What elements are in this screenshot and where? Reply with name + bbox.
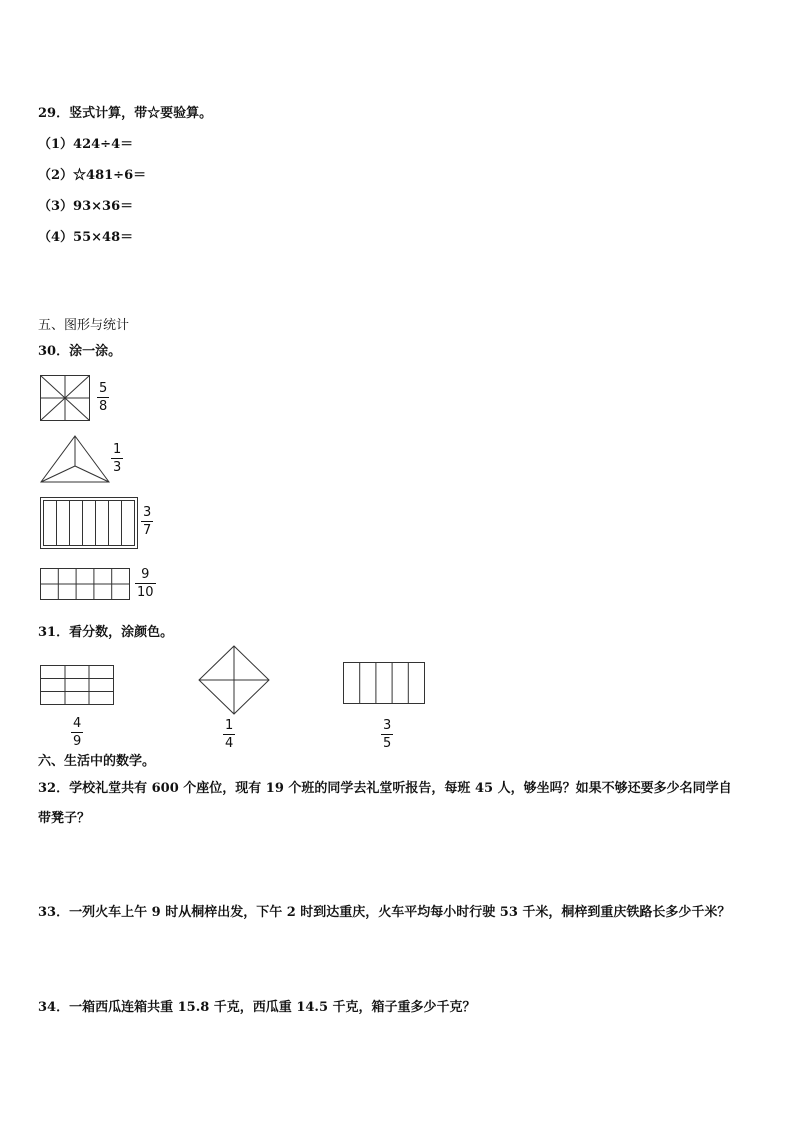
q32-line-1: 32．学校礼堂共有 600 个座位，现有 19 个班的同学去礼堂听报告，每班 45 人，够坐吗？如果不够还要多少名同学自: [38, 781, 732, 796]
q30-square-eighths-figure: [40, 375, 90, 421]
q30-fraction-2: [111, 442, 123, 475]
q30-grid-tenths-figure: [40, 568, 130, 600]
q29-item-4: （4）55×48＝: [38, 230, 134, 245]
q31-grid-ninths-figure: [40, 665, 114, 705]
q30-fraction-4-numerator: 9: [141, 567, 150, 582]
q30-fraction-2-denominator: 3: [113, 460, 122, 475]
fraction-bar: [111, 458, 123, 459]
q30-fraction-1: [97, 381, 109, 414]
q30-fraction-3-numerator: 3: [143, 505, 152, 520]
q29-item-3: （3）93×36＝: [38, 199, 134, 214]
q30-fraction-4: [135, 567, 156, 600]
q30-fraction-3-denominator: 7: [143, 523, 152, 538]
q30-fraction-1-denominator: 8: [99, 399, 108, 414]
fraction-bar: [381, 734, 393, 735]
q31-fraction-1: [71, 716, 83, 749]
q32-line-2: 带凳子？: [38, 811, 91, 826]
section-5-heading: 五、图形与统计: [38, 318, 130, 333]
q31-fraction-3: [381, 718, 393, 751]
q31-fraction-1-numerator: 4: [73, 716, 82, 731]
fraction-bar: [71, 732, 83, 733]
q31-fraction-2-numerator: 1: [225, 718, 234, 733]
section-6-heading: 六、生活中的数学。: [38, 754, 156, 769]
q30-fraction-2-numerator: 1: [113, 442, 122, 457]
fraction-bar: [135, 583, 156, 584]
fraction-bar: [223, 734, 235, 735]
q29-item-2: （2）☆481÷6＝: [38, 168, 147, 183]
q31-fraction-2: [223, 718, 235, 751]
q30-rectangle-sevenths-figure: [40, 497, 138, 549]
q30-triangle-thirds-figure: [40, 435, 110, 483]
q31-diamond-quarters-figure: [198, 645, 270, 715]
q29-item-1: （1）424÷4＝: [38, 137, 134, 152]
q34-text: 34．一箱西瓜连箱共重 15.8 千克，西瓜重 14.5 千克，箱子重多少千克？: [38, 1000, 476, 1015]
q31-fraction-1-denominator: 9: [73, 734, 82, 749]
q29-title: 29．竖式计算，带☆要验算。: [38, 106, 213, 121]
q30-fraction-4-denominator: 10: [137, 585, 154, 600]
q31-title: 31．看分数，涂颜色。: [38, 625, 174, 640]
q30-fraction-1-numerator: 5: [99, 381, 108, 396]
q31-fraction-3-denominator: 5: [383, 736, 392, 751]
fraction-bar: [97, 397, 109, 398]
q33-text: 33．一列火车上午 9 时从桐梓出发，下午 2 时到达重庆，火车平均每小时行驶 53 千米，桐梓到重庆铁路长多少千米？: [38, 905, 731, 920]
q31-fraction-3-numerator: 3: [383, 718, 392, 733]
q31-rectangle-fifths-figure: [343, 662, 425, 704]
q31-fraction-2-denominator: 4: [225, 736, 234, 751]
q30-fraction-3: [141, 505, 153, 538]
fraction-bar: [141, 521, 153, 522]
q30-title: 30．涂一涂。: [38, 344, 122, 359]
